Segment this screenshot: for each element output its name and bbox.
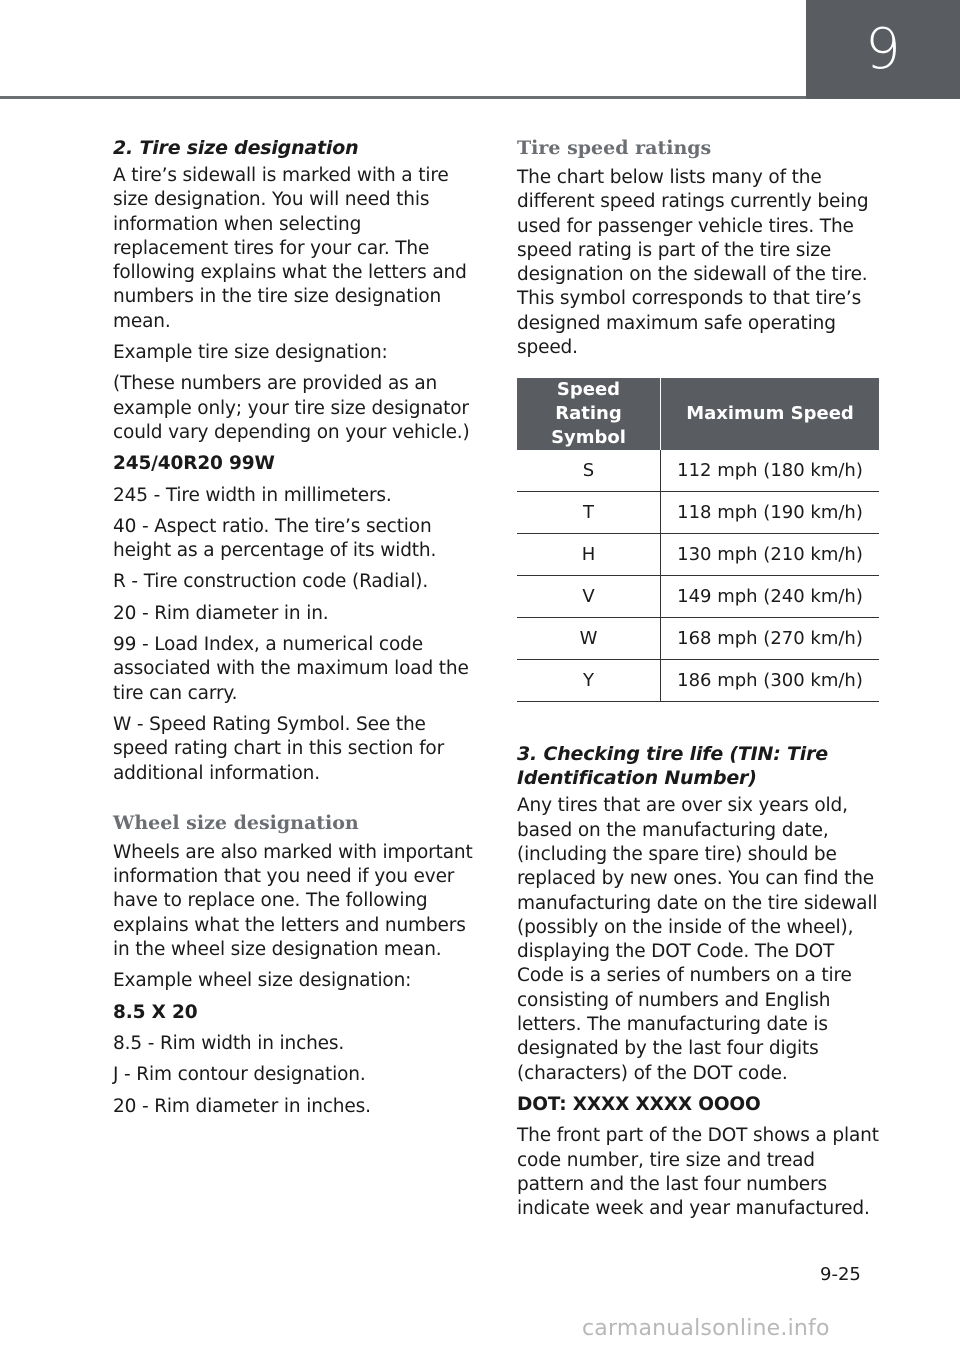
rating-symbol-cell: S — [517, 450, 661, 492]
rating-symbol-cell: Y — [517, 660, 661, 702]
max-speed-cell: 112 mph (180 km/h) — [661, 450, 880, 492]
load-index-item: 99 - Load Index, a numerical code associated with the maximum load the tire can carry. — [113, 634, 469, 704]
dot-code-explanation: The front part of the DOT shows a plant code number, tire size and tread pattern and the last four numbers indicate week and year manufactured. — [517, 1125, 879, 1220]
rim-width-item: 8.5 - Rim width in inches. — [113, 1032, 345, 1054]
left-column — [113, 136, 473, 1126]
dot-code-example: DOT: XXXX XXXX OOOO — [517, 1093, 761, 1115]
max-speed-cell: 149 mph (240 km/h) — [661, 576, 880, 618]
wheel-rim-diameter-item: 20 - Rim diameter in inches. — [113, 1095, 371, 1117]
max-speed-cell: 118 mph (190 km/h) — [661, 492, 880, 534]
tire-size-intro: A tire’s sidewall is marked with a tire size designation. You will need this information when selecting replacement tires for your car. The following explains what the letters and numbers in the tire size designation mean. — [113, 165, 467, 332]
page-number: 9-25 — [820, 1264, 861, 1285]
chapter-tab — [806, 0, 960, 99]
rating-symbol-cell: V — [517, 576, 661, 618]
table-header-row — [517, 378, 879, 450]
table-row — [517, 618, 879, 660]
wheel-size-intro: Wheels are also marked with important information that you need if you ever have to replace one. The following explains what the letters and numbers in the wheel size designation mean. — [113, 841, 473, 961]
right-column — [517, 136, 879, 1228]
max-speed-cell: 186 mph (300 km/h) — [661, 660, 880, 702]
rim-contour-item: J - Rim contour designation. — [113, 1064, 366, 1086]
aspect-ratio-item: 40 - Aspect ratio. The tire’s section height as a percentage of its width. — [113, 515, 437, 562]
heading-wheel-size-designation: Wheel size designation — [113, 811, 359, 834]
heading-tire-speed-ratings: Tire speed ratings — [517, 137, 712, 159]
tire-size-example-code: 245/40R20 99W — [113, 453, 275, 475]
watermark: carmanualsonline.info — [582, 1316, 830, 1341]
speed-rating-table — [517, 378, 879, 702]
table-row — [517, 576, 879, 618]
header-speed-rating-symbol: Speed Rating Symbol — [517, 378, 661, 450]
tire-width-item: 245 - Tire width in millimeters. — [113, 484, 392, 506]
table-row — [517, 660, 879, 702]
wheel-size-example-code: 8.5 X 20 — [113, 1001, 198, 1023]
heading-tire-size-designation: 2. Tire size designation — [113, 137, 359, 159]
speed-rating-item: W - Speed Rating Symbol. See the speed rating chart in this section for additional information. — [113, 713, 445, 784]
tire-life-description: Any tires that are over six years old, based on the manufacturing date, (including the spare tire) should be replaced by new ones. You can find the manufacturing date on the tire sidewall (possibly on the inside of the wheel), displaying the DOT Code. The DOT Code is a series of numbers on a tire consisting of numbers and English letters. The manufacturing date is designated by the last four digits (characters) of the DOT code. — [517, 795, 878, 1084]
rating-symbol-cell: W — [517, 618, 661, 660]
construction-code-item: R - Tire construction code (Radial). — [113, 571, 429, 593]
tire-size-example-label: Example tire size designation: — [113, 342, 388, 364]
table-row — [517, 534, 879, 576]
header-maximum-speed: Maximum Speed — [661, 378, 880, 450]
table-row — [517, 450, 879, 492]
rating-symbol-cell: H — [517, 534, 661, 576]
max-speed-cell: 130 mph (210 km/h) — [661, 534, 880, 576]
wheel-size-example-label: Example wheel size designation: — [113, 970, 412, 992]
tire-size-example-note: (These numbers are provided as an example only; your tire size designator could vary depending on your vehicle.) — [113, 373, 470, 443]
chapter-number: 9 — [865, 17, 901, 82]
max-speed-cell: 168 mph (270 km/h) — [661, 618, 880, 660]
heading-checking-tire-life: 3. Checking tire life (TIN: Tire Identification Number) — [517, 743, 828, 790]
rating-symbol-cell: T — [517, 492, 661, 534]
speed-ratings-intro: The chart below lists many of the different speed ratings currently being used for passenger vehicle tires. The speed rating is part of the tire size designation on the sidewall of the tire. This symbol corresponds to that tire’s designed maximum safe operating speed. — [517, 167, 869, 359]
header-rule — [0, 96, 806, 99]
table-row — [517, 492, 879, 534]
rim-diameter-item: 20 - Rim diameter in in. — [113, 602, 329, 624]
